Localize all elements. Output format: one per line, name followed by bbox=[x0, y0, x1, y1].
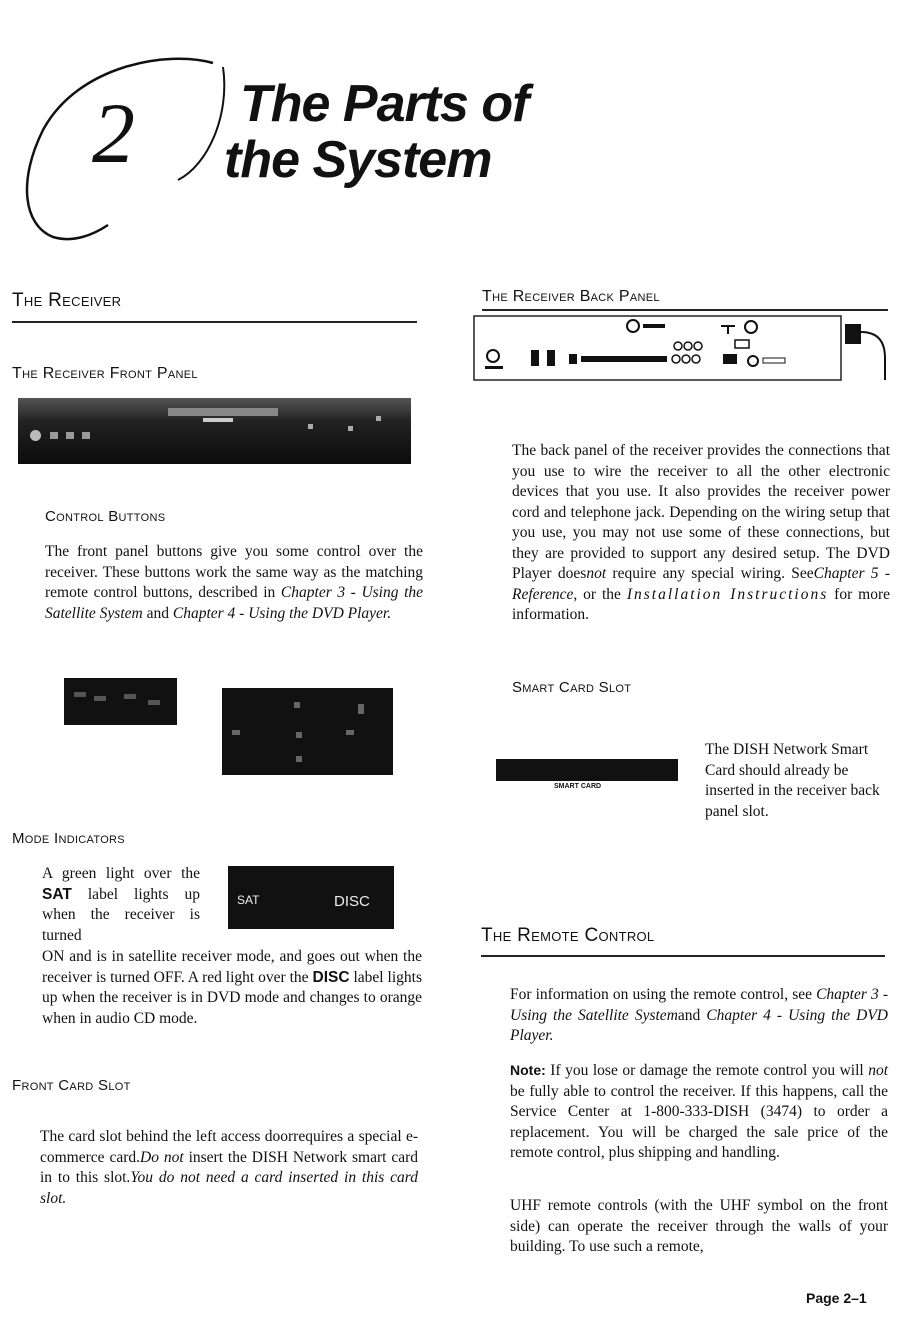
receiver-back-panel-image bbox=[473, 314, 901, 386]
front-card-slot-text: The card slot behind the left access doorrequires a special e-commerce card.Do not insert the DISH Network smart card in to this slot.You do not need a card inserted in this card slot. bbox=[40, 1128, 419, 1207]
smart-card-text: The DISH Network Smart Card should already be inserted in the receiver back panel slot. bbox=[705, 741, 880, 820]
chapter-title-line1: The Parts of bbox=[240, 75, 529, 133]
sat-panel-label: SAT bbox=[237, 893, 260, 907]
control-buttons-heading: Control Buttons bbox=[45, 508, 166, 525]
receiver-heading: The Receiver bbox=[12, 290, 122, 311]
smart-card-slot-image bbox=[496, 759, 678, 781]
disc-panel-label: DISC bbox=[334, 893, 370, 910]
control-buttons-text: The front panel buttons give you some control over the receiver. These buttons work the same way as the matching remote control buttons, described in Chapter 3 - Using the Satellite System and Chapter 4 - Using the DVD Player. bbox=[45, 543, 424, 622]
remote-control-heading-rule bbox=[481, 955, 885, 957]
remote-control-heading: The Remote Control bbox=[481, 925, 655, 946]
back-panel-heading: The Receiver Back Panel bbox=[482, 288, 660, 305]
mode-indicators-text-bottom: ON and is in satellite receiver mode, and goes out when the receiver is turned OFF. A red light over the DISC label lights up when the receiver is in DVD mode and changes to orange when in audio CD mode. bbox=[42, 948, 422, 1027]
mode-indicators-heading: Mode Indicators bbox=[12, 830, 125, 847]
front-card-slot-heading: Front Card Slot bbox=[12, 1077, 131, 1094]
remote-control-text-3: UHF remote controls (with the UHF symbol on the front side) can operate the receiver through the walls of your building. To use such a remote, bbox=[510, 1197, 888, 1255]
remote-control-note: Note: If you lose or damage the remote control you will not be fully able to control the receiver. If this happens, call the Service Center at 1-800-333-DISH (3474) to order a replacement. You will be charged the sale price of the remote control, plus shipping and handling. bbox=[510, 1062, 888, 1161]
back-panel-text: The back panel of the receiver provides the connections that you use to wire the receiver to all the other electronic devices that you use. It also provides the receiver power cord and telephone jack. Depending on the wiring setup that you use, you may not use some of these connections, but they are provided to support any desired setup. The DVD Player doesnot require any special wiring. SeeChapter 5 - Reference, or the Installation Instructions for more information. bbox=[512, 442, 890, 623]
smart-card-heading: Smart Card Slot bbox=[512, 679, 632, 696]
remote-control-text-1: For information on using the remote control, see Chapter 3 - Using the Satellite Systemand Chapter 4 - Using the DVD Player. bbox=[510, 986, 888, 1044]
chapter-number: 2 bbox=[92, 85, 135, 181]
mode-indicators-text-top: A green light over the SAT label lights up when the receiver is turned bbox=[42, 865, 200, 944]
front-panel-heading: The Receiver Front Panel bbox=[12, 365, 198, 382]
mode-indicator-panel-image bbox=[228, 866, 394, 929]
control-buttons-image-left bbox=[64, 678, 177, 725]
receiver-front-panel-image bbox=[18, 398, 411, 464]
smart-card-slot-label: SMART CARD bbox=[554, 783, 602, 790]
chapter-title-line2: the System bbox=[224, 131, 492, 189]
back-panel-heading-rule bbox=[482, 309, 888, 311]
control-buttons-image-right bbox=[222, 688, 393, 775]
receiver-heading-rule bbox=[12, 321, 417, 323]
page-number: Page 2–1 bbox=[806, 1290, 867, 1306]
